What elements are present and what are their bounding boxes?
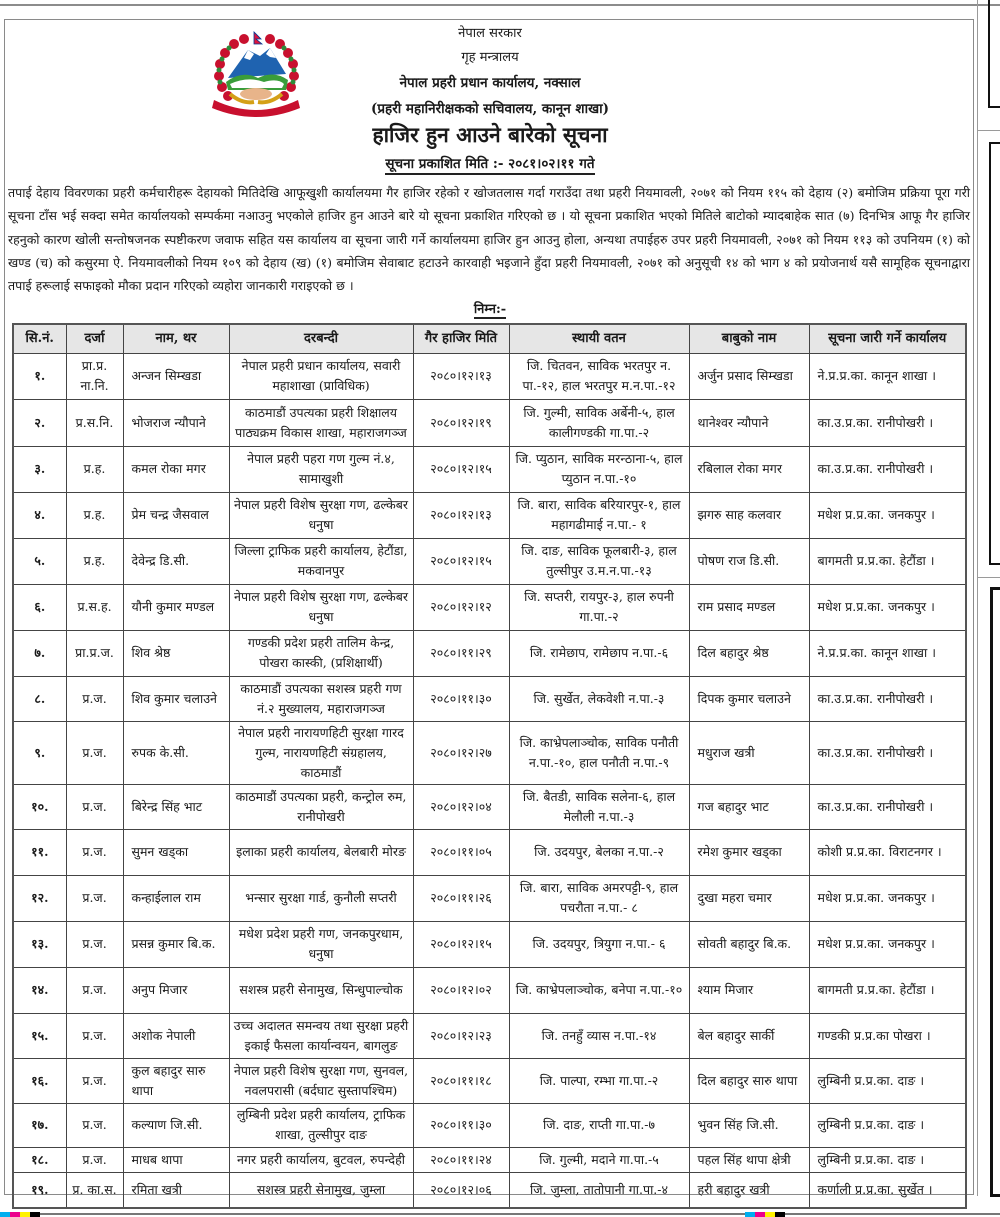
name-cell: कन्हाईलाल राम [123, 875, 229, 921]
issuing-office-cell: मधेश प्र.प्र.का. जनकपुर । [809, 492, 966, 538]
col-issuing-office: सूचना जारी गर्ने कार्यालय [809, 324, 966, 353]
serial-cell: १६. [13, 1058, 66, 1103]
absent-date-cell: २०८०।१२।१९ [413, 399, 509, 446]
absent-date-cell: २०८०।११।३० [413, 1103, 509, 1147]
issuing-office-cell: का.उ.प्र.का. रानीपोखरी । [809, 676, 966, 721]
post-cell: काठमाडौं उपत्यका सशस्त्र प्रहरी गण नं.२ मुख्यालय, महाराजगञ्ज [229, 676, 413, 721]
rank-cell: प्र.ज. [66, 784, 123, 829]
name-cell: रुपक के.सी. [123, 721, 229, 784]
table-row [13, 1103, 966, 1147]
post-cell: नेपाल प्रहरी नारायणहिटी सुरक्षा गारद गुल्म, नारायणहिटी संग्रहालय, काठमाडौं [229, 721, 413, 784]
name-cell: बिरेन्द्र सिंह भाट [123, 784, 229, 829]
post-cell: सशस्त्र प्रहरी सेनामुख, सिन्धुपाल्चोक [229, 967, 413, 1013]
post-cell: नेपाल प्रहरी विशेष सुरक्षा गण, ढल्केबर धनुषा [229, 492, 413, 538]
absent-date-cell: २०८०।१२।१३ [413, 353, 509, 399]
col-permanent-address: स्थायी वतन [509, 324, 689, 353]
rank-cell: प्र.ज. [66, 1147, 123, 1172]
father-name-cell: हरी बहादुर खत्री [689, 1172, 809, 1208]
rank-cell: प्र.ह. [66, 446, 123, 492]
post-cell: इलाका प्रहरी कार्यालय, बेलबारी मोरङ [229, 829, 413, 875]
rank-cell: प्र.ज. [66, 1103, 123, 1147]
post-cell: नगर प्रहरी कार्यालय, बुटवल, रुपन्देही [229, 1147, 413, 1172]
issuing-office-cell: लुम्बिनी प्र.प्र.का. दाङ । [809, 1103, 966, 1147]
serial-cell: १०. [13, 784, 66, 829]
father-name-cell: गज बहादुर भाट [689, 784, 809, 829]
table-header-row [13, 324, 966, 353]
branch-name: (प्रहरी महानिरीक्षकको सचिवालय, कानून शाखा) [370, 101, 610, 117]
name-cell: माधब थापा [123, 1147, 229, 1172]
table-row [13, 1013, 966, 1058]
address-cell: जि. गुल्मी, मदाने गा.पा.-५ [509, 1147, 689, 1172]
rank-cell: प्र.ज. [66, 829, 123, 875]
address-cell: जि. बैतडी, साविक सलेना-६, हाल मेलौली न.पा.-३ [509, 784, 689, 829]
table-row [13, 446, 966, 492]
issuing-office-cell: ने.प्र.प्र.का. कानून शाखा । [809, 353, 966, 399]
issuing-office-cell: मधेश प्र.प्र.का. जनकपुर । [809, 875, 966, 921]
address-cell: जि. सप्तरी, रायपुर-३, हाल रुपनी गा.पा.-२ [509, 584, 689, 630]
address-cell: जि. चितवन, साविक भरतपुर न. पा.-१२, हाल भरतपुर म.न.पा.-१२ [509, 353, 689, 399]
rank-cell: प्र.ह. [66, 538, 123, 584]
address-cell: जि. प्युठान, साविक मरन्ठाना-५, हाल प्युठान न.पा.-१० [509, 446, 689, 492]
published-date-text: सूचना प्रकाशित मिति :- २०८१।०२।११ गते [385, 156, 594, 175]
post-cell: जिल्ला ट्राफिक प्रहरी कार्यालय, हेटौंडा, मकवानपुर [229, 538, 413, 584]
absent-date-cell: २०८०।१२।१३ [413, 492, 509, 538]
father-name-cell: रबिलाल रोका मगर [689, 446, 809, 492]
absent-date-cell: २०८०।१२।२३ [413, 1013, 509, 1058]
address-cell: जि. दाङ, साविक फूलबारी-३, हाल तुल्सीपुर उ.म.न.पा.-१३ [509, 538, 689, 584]
serial-cell: १. [13, 353, 66, 399]
issuing-office-cell: बागमती प्र.प्र.का. हेटौंडा । [809, 538, 966, 584]
issuing-office-cell: लुम्बिनी प्र.प्र.का. दाङ । [809, 1147, 966, 1172]
rank-cell: प्र.ज. [66, 721, 123, 784]
adjacent-column-divider [978, 577, 1000, 578]
rank-cell: प्र.ज. [66, 1058, 123, 1103]
issuing-office-cell: गण्डकी प्र.प्र.का पोखरा । [809, 1013, 966, 1058]
serial-cell: १७. [13, 1103, 66, 1147]
post-cell: नेपाल प्रहरी पहरा गण गुल्म नं.४, सामाखुशी [229, 446, 413, 492]
serial-cell: ११. [13, 829, 66, 875]
father-name-cell: अर्जुन प्रसाद सिम्खडा [689, 353, 809, 399]
address-cell: जि. काभ्रेपलाञ्चोक, बनेपा न.पा.-१० [509, 967, 689, 1013]
table-row [13, 967, 966, 1013]
serial-cell: २. [13, 399, 66, 446]
adjacent-column-box [989, 142, 1000, 565]
post-cell: मधेश प्रदेश प्रहरी गण, जनकपुरधाम, धनुषा [229, 921, 413, 967]
name-cell: कुल बहादुर सारु थापा [123, 1058, 229, 1103]
absent-date-cell: २०८०।१२।२७ [413, 721, 509, 784]
absent-date-cell: २०८०।१२।०४ [413, 784, 509, 829]
list-label [440, 300, 540, 320]
name-cell: सुमन खड्का [123, 829, 229, 875]
issuing-office-cell: मधेश प्र.प्र.का. जनकपुर । [809, 584, 966, 630]
father-name-cell: झगरु साह कलवार [689, 492, 809, 538]
issuing-office-cell: कोशी प्र.प्र.का. विराटनगर । [809, 829, 966, 875]
absent-date-cell: २०८०।१२।१५ [413, 446, 509, 492]
father-name-cell: दिल बहादुर श्रेष्ठ [689, 630, 809, 676]
table-row [13, 630, 966, 676]
issuing-office-cell: लुम्बिनी प्र.प्र.का. दाङ । [809, 1058, 966, 1103]
adjacent-column-box [988, 0, 1000, 108]
page-bottom-rule [40, 1213, 1000, 1215]
col-serial: सि.नं. [13, 324, 66, 353]
absent-personnel-table [12, 323, 967, 1209]
table-row [13, 538, 966, 584]
issuing-office-cell: का.उ.प्र.का. रानीपोखरी । [809, 446, 966, 492]
government-name: नेपाल सरकार [458, 26, 522, 41]
absent-date-cell: २०८०।११।१८ [413, 1058, 509, 1103]
rank-cell: प्र.ज. [66, 1013, 123, 1058]
address-cell: जि. दाङ, राप्ती गा.पा.-७ [509, 1103, 689, 1147]
post-cell: भन्सार सुरक्षा गार्ड, कुनौली सप्तरी [229, 875, 413, 921]
rank-cell: प्र.ज. [66, 921, 123, 967]
serial-cell: ८. [13, 676, 66, 721]
post-cell: नेपाल प्रहरी विशेष सुरक्षा गण, सुनवल, नवलपरासी (बर्दघाट सुस्तापश्चिम) [229, 1058, 413, 1103]
address-cell: जि. बारा, साविक बरियारपुर-१, हाल महागढीमाई न.पा.- १ [509, 492, 689, 538]
post-cell: काठमाडौं उपत्यका प्रहरी, कन्ट्रोल रुम, रानीपोखरी [229, 784, 413, 829]
address-cell: जि. जुम्ला, तातोपानी गा.पा.-४ [509, 1172, 689, 1208]
father-name-cell: सोवती बहादुर बि.क. [689, 921, 809, 967]
name-cell: देवेन्द्र डि.सी. [123, 538, 229, 584]
rank-cell: प्र.ज. [66, 967, 123, 1013]
absent-date-cell: २०८०।१२।१२ [413, 584, 509, 630]
post-cell: नेपाल प्रहरी प्रधान कार्यालय, सवारी महाशाखा (प्राविधिक) [229, 353, 413, 399]
father-name-cell: थानेश्वर न्यौपाने [689, 399, 809, 446]
absent-date-cell: २०८०।१२।०२ [413, 967, 509, 1013]
table-row [13, 676, 966, 721]
serial-cell: १४. [13, 967, 66, 1013]
rank-cell: प्र. का.स. [66, 1172, 123, 1208]
address-cell: जि. पाल्पा, रम्भा गा.पा.-२ [509, 1058, 689, 1103]
address-cell: जि. काभ्रेपलाञ्चोक, साविक पनौती न.पा.-१०, हाल पनौती न.पा.-९ [509, 721, 689, 784]
address-cell: जि. सुर्खेत, लेकवेशी न.पा.-३ [509, 676, 689, 721]
table-row [13, 829, 966, 875]
issuing-office-cell: का.उ.प्र.का. रानीपोखरी । [809, 784, 966, 829]
table-row [13, 399, 966, 446]
table-row [13, 492, 966, 538]
rank-cell: प्रा.प्र. ना.नि. [66, 353, 123, 399]
registration-marks-left [0, 1212, 40, 1217]
absent-date-cell: २०८०।१२।१५ [413, 538, 509, 584]
absent-date-cell: २०८०।११।२६ [413, 875, 509, 921]
father-name-cell: दिल बहादुर सारु थापा [689, 1058, 809, 1103]
issuing-office-cell: का.उ.प्र.का. रानीपोखरी । [809, 399, 966, 446]
name-cell: कल्याण जि.सी. [123, 1103, 229, 1147]
rank-cell: प्रा.प्र.ज. [66, 630, 123, 676]
table-row [13, 353, 966, 399]
issuing-office-cell: बागमती प्र.प्र.का. हेटौंडा । [809, 967, 966, 1013]
table-row [13, 1147, 966, 1172]
address-cell: जि. रामेछाप, रामेछाप न.पा.-६ [509, 630, 689, 676]
adjacent-column-box [990, 587, 1000, 1197]
col-rank: दर्जा [66, 324, 123, 353]
post-cell: लुम्बिनी प्रदेश प्रहरी कार्यालय, ट्राफिक शाखा, तुल्सीपुर दाङ [229, 1103, 413, 1147]
published-date [340, 153, 640, 175]
serial-cell: १२. [13, 875, 66, 921]
serial-cell: ४. [13, 492, 66, 538]
name-cell: प्रसन्न कुमार बि.क. [123, 921, 229, 967]
name-cell: अनुप मिजार [123, 967, 229, 1013]
address-cell: जि. बारा, साविक अमरपट्टी-९, हाल पचरौता न.पा.- ८ [509, 875, 689, 921]
rank-cell: प्र.ह. [66, 492, 123, 538]
father-name-cell: पोषण राज डि.सी. [689, 538, 809, 584]
rank-cell: प्र.ज. [66, 875, 123, 921]
address-cell: जि. उदयपुर, बेलका न.पा.-२ [509, 829, 689, 875]
name-cell: अन्जन सिम्खडा [123, 353, 229, 399]
serial-cell: ३. [13, 446, 66, 492]
post-cell: उच्च अदालत समन्वय तथा सुरक्षा प्रहरी इकाई फैसला कार्यान्वयन, बागलुङ [229, 1013, 413, 1058]
serial-cell: ५. [13, 538, 66, 584]
father-name-cell: दुखा महरा चमार [689, 875, 809, 921]
notice-title: हाजिर हुन आउने बारेको सूचना [372, 123, 608, 147]
column-divider [977, 0, 978, 1196]
absent-date-cell: २०८०।१२।०६ [413, 1172, 509, 1208]
table-row [13, 921, 966, 967]
serial-cell: १३. [13, 921, 66, 967]
page-top-rule [0, 4, 1000, 6]
post-cell: नेपाल प्रहरी विशेष सुरक्षा गण, ढल्केबर धनुषा [229, 584, 413, 630]
ministry-name: गृह मन्त्रालय [461, 50, 519, 65]
issuing-office-cell: का.उ.प्र.का. रानीपोखरी । [809, 721, 966, 784]
table-row [13, 1172, 966, 1208]
father-name-cell: श्याम मिजार [689, 967, 809, 1013]
col-absent-date: गैर हाजिर मिति [413, 324, 509, 353]
name-cell: प्रेम चन्द्र जैसवाल [123, 492, 229, 538]
table-row [13, 1058, 966, 1103]
address-cell: जि. उदयपुर, त्रियुगा न.पा.- ६ [509, 921, 689, 967]
name-cell: रमिता खत्री [123, 1172, 229, 1208]
father-name-cell: मधुराज खत्री [689, 721, 809, 784]
serial-cell: ६. [13, 584, 66, 630]
notice-body: तपाई देहाय विवरणका प्रहरी कर्मचारीहरू देहायको मितिदेखि आफूखुशी कार्यालयमा गैर हाजिर रहेको र खोजतलास गर्दा गराउँदा तथा प्रहरी नियमावली, २०७१ को नियम ११५ को देहाय (२) बमोजिम प्रक्रिया पूरा गरी सूचना टाँस भई सक्दा समेत कार्यालयको सम्पर्कमा नआउनु भएकोले हाजिर हुन आउने बारे यो सूचना प्रकाशित गरिएको छ । यो सूचना प्रकाशित भएको मितिले बाटोको म्यादबाहेक सात (७) दिनभित्र आफू गैर हाजिर रहनुको कारण खोली सन्तोषजनक स्पष्टीकरण जवाफ सहित यस कार्यालय वा सूचना जारी गर्ने कार्यालयमा हाजिर हुन आउनु होला, अन्यथा तपाईहरु उपर प्रहरी नियमावली, २०७१ को नियम ११३ को उपनियम (१) को खण्ड (च) को कसुरमा ऐ. नियमावलीको नियम १०९ को देहाय (ख) (१) बमोजिम सेवाबाट हटाउने कारवाही भइजाने हुँदा प्रहरी नियमावली, २०७१ को अनुसूची १४ को भाग ४ को प्रयोजनार्थ यसै सामूहिक सूचनाद्वारा तपाई हरूलाई सफाइको मौका प्रदान गरिएको व्यहोरा जानकारी गराइएको छ । [8, 185, 970, 294]
father-name-cell: बेल बहादुर सार्की [689, 1013, 809, 1058]
col-name: नाम, थर [123, 324, 229, 353]
registration-marks-right [745, 1212, 785, 1217]
address-cell: जि. गुल्मी, साविक अर्बेनी-५, हाल कालीगण्डकी गा.पा.-२ [509, 399, 689, 446]
name-cell: भोजराज न्यौपाने [123, 399, 229, 446]
father-name-cell: दिपक कुमार चलाउने [689, 676, 809, 721]
serial-cell: ७. [13, 630, 66, 676]
office-name: नेपाल प्रहरी प्रधान कार्यालय, नक्साल [399, 75, 581, 91]
rank-cell: प्र.ज. [66, 676, 123, 721]
name-cell: कमल रोका मगर [123, 446, 229, 492]
absent-date-cell: २०८०।११।२४ [413, 1147, 509, 1172]
rank-cell: प्र.स.नि. [66, 399, 123, 446]
absent-date-cell: २०८०।११।०५ [413, 829, 509, 875]
col-post: दरबन्दी [229, 324, 413, 353]
issuing-office-cell: कर्णाली प्र.प्र.का. सुर्खेत । [809, 1172, 966, 1208]
table-row [13, 584, 966, 630]
name-cell: अशोक नेपाली [123, 1013, 229, 1058]
absent-date-cell: २०८०।१२।१५ [413, 921, 509, 967]
name-cell: यौनी कुमार मण्डल [123, 584, 229, 630]
table-row [13, 784, 966, 829]
serial-cell: १८. [13, 1147, 66, 1172]
col-father-name: बाबुको नाम [689, 324, 809, 353]
issuing-office-cell: मधेश प्र.प्र.का. जनकपुर । [809, 921, 966, 967]
rank-cell: प्र.स.ह. [66, 584, 123, 630]
table-row [13, 875, 966, 921]
post-cell: सशस्त्र प्रहरी सेनामुख, जुम्ला [229, 1172, 413, 1208]
absent-date-cell: २०८०।११।३० [413, 676, 509, 721]
father-name-cell: भुवन सिंह जि.सी. [689, 1103, 809, 1147]
serial-cell: १५. [13, 1013, 66, 1058]
issuing-office-cell: ने.प्र.प्र.का. कानून शाखा । [809, 630, 966, 676]
father-name-cell: राम प्रसाद मण्डल [689, 584, 809, 630]
letterhead [260, 22, 720, 122]
father-name-cell: रमेश कुमार खड्का [689, 829, 809, 875]
post-cell: गण्डकी प्रदेश प्रहरी तालिम केन्द्र, पोखरा कास्की, (प्रशिक्षार्थी) [229, 630, 413, 676]
adjacent-column-divider [978, 130, 1000, 131]
name-cell: शिव कुमार चलाउने [123, 676, 229, 721]
absent-date-cell: २०८०।११।२९ [413, 630, 509, 676]
serial-cell: ९. [13, 721, 66, 784]
serial-cell: १९. [13, 1172, 66, 1208]
list-label-text: निम्न:- [473, 302, 507, 317]
post-cell: काठमाडौं उपत्यका प्रहरी शिक्षालय पाठ्यक्रम विकास शाखा, महाराजगञ्ज [229, 399, 413, 446]
table-row [13, 721, 966, 784]
father-name-cell: पहल सिंह थापा क्षेत्री [689, 1147, 809, 1172]
name-cell: शिव श्रेष्ठ [123, 630, 229, 676]
address-cell: जि. तनहुँ व्यास न.पा.-१४ [509, 1013, 689, 1058]
